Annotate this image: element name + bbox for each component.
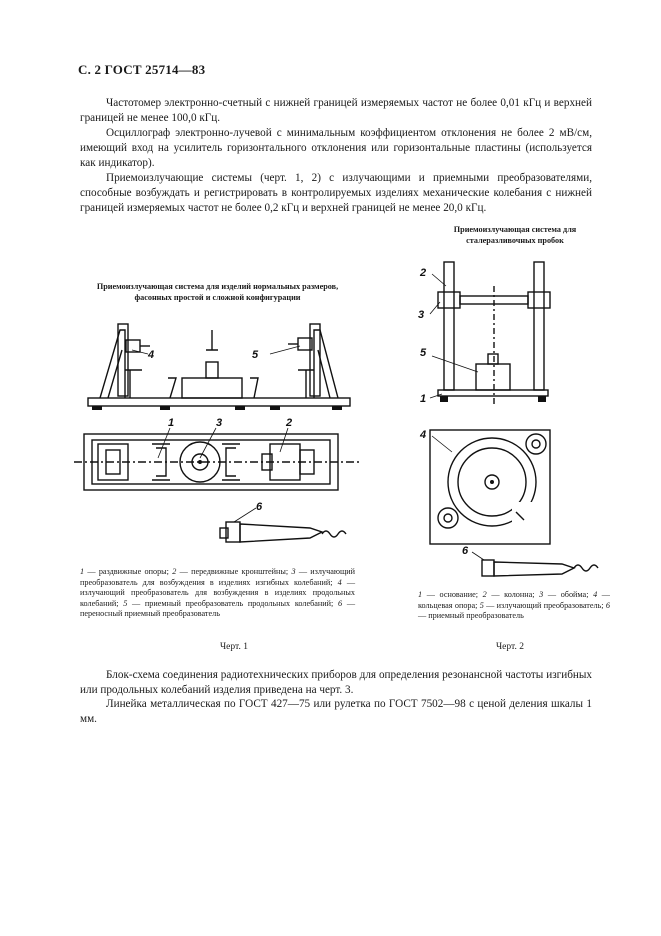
figure2-label-5: 5 [420, 347, 427, 359]
paragraph-frequency-meter: Частотомер электронно-счетный с нижней границей измеряемых частот не более 0,01 кГц и верхней границей не менее 100,0 кГц. [80, 97, 592, 124]
figure2-legend: 1 — основание; 2 — колонна; 3 — обойма; 4 — кольцевая опора; 5 — излучающий преобразователь; 6 — приемный преобразователь [418, 590, 610, 621]
figure2-label-2: 2 [420, 267, 427, 279]
figure2-column-right [534, 262, 544, 390]
figure2-title: Приемоизлучающая система для сталеразливочных пробок [453, 225, 577, 245]
paragraph-transceiver-systems: Приемоизлучающие системы (черт. 1, 2) с излучающими и приемными преобразователями, способные возбуждать и регистрировать в контролируемых изделиях механические колебания с нижней границей измеряемых частот не более 0,2 кГц и верхней границей не менее 20,0 кГц. [80, 172, 592, 214]
figure2-base [438, 390, 548, 396]
figure1-label-1: 1 [168, 417, 175, 429]
figure2-label-4: 4 [420, 429, 427, 441]
figure1-caption: Черт. 1 [220, 642, 248, 652]
figure2-caption: Черт. 2 [496, 642, 524, 652]
paragraph-ruler: Линейка металлическая по ГОСТ 427—75 или рулетка по ГОСТ 7502—98 с ценой деления шкалы 1 мм. [80, 698, 592, 725]
paragraph-block-diagram: Блок-схема соединения радиотехнических приборов для определения резонансной частоты изгибных или продольных колебаний изделия приведена на черт. 3. [80, 669, 592, 696]
figure1-legend: 1 — раздвижные опоры; 2 — передвижные кронштейны; 3 — излучающий преобразователь для возбуждения в изделиях изгибных колебаний; 4 — излучающий преобразователь для возбуждения в изделиях продольных колебаний; 5 — приемный преобразователь продольных колебаний; 6 — переносный приемный преобразователь [80, 567, 356, 619]
figure1-label-3: 3 [216, 417, 223, 429]
figure2-column-left [444, 262, 454, 390]
figure1-base [88, 398, 350, 406]
figure1-label-2: 2 [286, 417, 293, 429]
figure1-drawing [70, 310, 370, 560]
figure1-label-4: 4 [148, 349, 155, 361]
figure2-label-3: 3 [418, 309, 425, 321]
figure2-drawing [412, 256, 612, 586]
figure1-title: Приемоизлучающая система для изделий нормальных размеров, фасонных простой и сложной конфигурации [96, 282, 339, 302]
figure2-label-6: 6 [462, 545, 469, 557]
figure2-label-1: 1 [420, 393, 427, 405]
figure1-label-5: 5 [252, 349, 259, 361]
page-header: С. 2 ГОСТ 25714—83 [78, 62, 206, 77]
paragraph-oscilloscope: Осциллограф электронно-лучевой с минимальным коэффициентом отклонения не более 2 мВ/см, имеющий вход на усилитель горизонтального отклонения или горизонтальные пластины (используется как индикатор). [80, 127, 592, 169]
figure1-label-6: 6 [256, 501, 263, 513]
